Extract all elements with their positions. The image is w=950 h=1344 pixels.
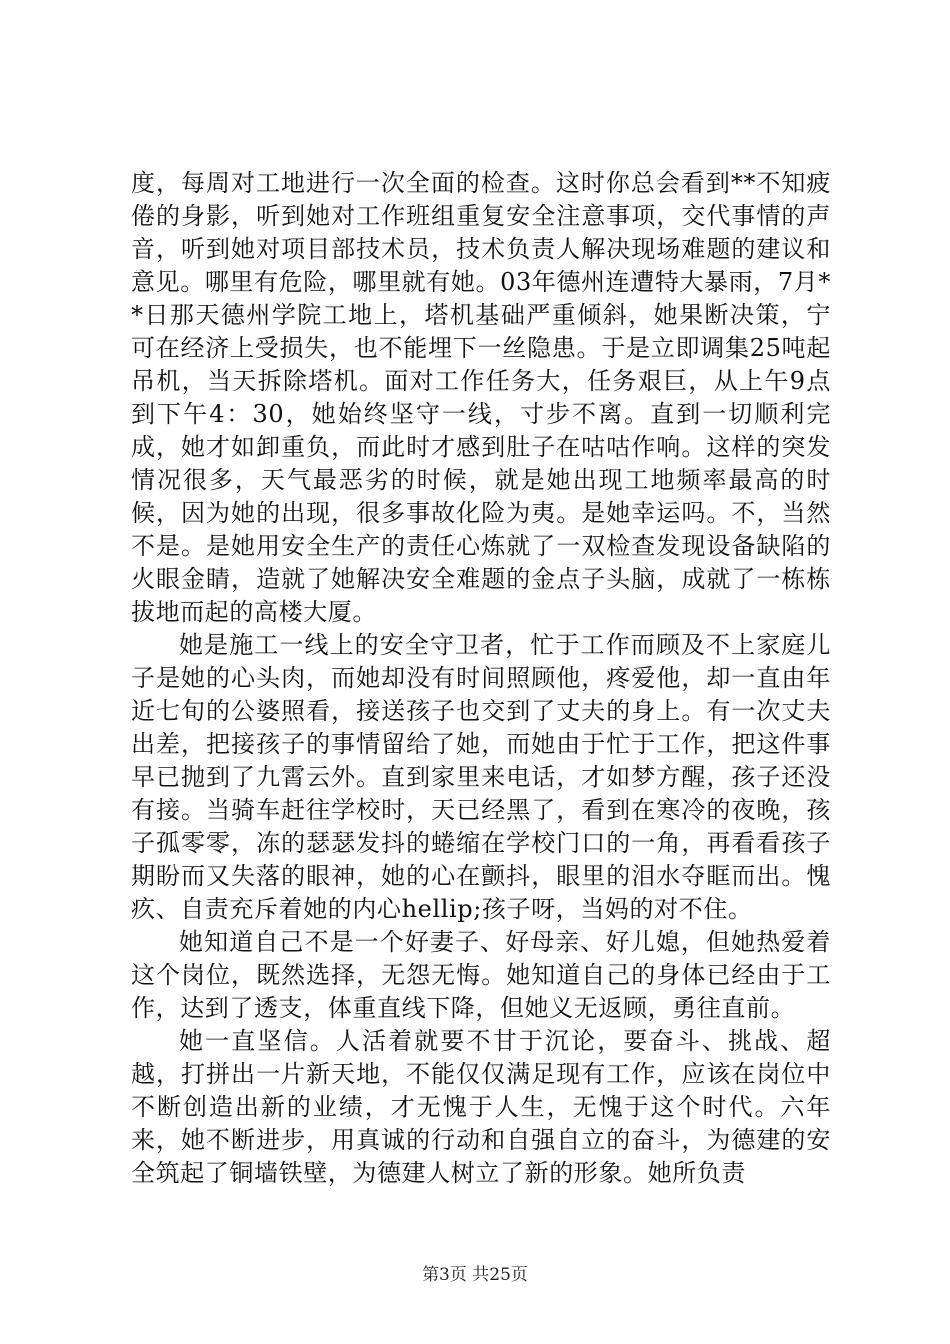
paragraph-1: 度，每周对工地进行一次全面的检查。这时你总会看到**不知疲倦的身影，听到她对工作班组重复安全注意事项，交代事情的声音，听到她对项目部技术员，技术负责人解决现场难题的建议和意见。哪里有危险，哪里就有她。03年德州连遭特大暴雨，7月**日那天德州学院工地上，塔机基础严重倾斜，她果断决策，宁可在经济上受损失，也不能埋下一丝隐患。于是立即调集25吨起吊机，当天拆除塔机。面对工作任务大，任务艰巨，从上午9点到下午4：30，她始终坚守一线，寸步不离。直到一切顺利完成，她才如卸重负，而此时才感到肚子在咕咕作响。这样的突发情况很多，天气最恶劣的时候，就是她出现工地频率最高的时候，因为她的出现，很多事故化险为夷。是她幸运吗。不，当然不是。是她用安全生产的责任心炼就了一双检查发现设备缺陷的火眼金睛，造就了她解决安全难题的金点子头脑，成就了一栋栋拔地而起的高楼大厦。 — [131, 169, 831, 626]
page-number-footer: 第3页 共25页 — [422, 1265, 528, 1285]
document-body — [131, 167, 831, 1190]
paragraph-2: 她是施工一线上的安全守卫者，忙于工作而顾及不上家庭儿子是她的心头肉，而她却没有时间照顾他，疼爱他，却一直由年近七旬的公婆照看，接送孩子也交到了丈夫的身上。有一次丈夫出差，把接孩子的事情留给了她，而她由于忙于工作，把这件事早已抛到了九霄云外。直到家里来电话，才如梦方醒，孩子还没有接。当骑车赶往学校时，天已经黑了，看到在寒冷的夜晚，孩子孤零零，冻的瑟瑟发抖的蜷缩在学校门口的一角，再看看孩子期盼而又失落的眼神，她的心在颤抖，眼里的泪水夺眶而出。愧疚、自责充斥着她的内心hellip;孩子呀，当妈的对不住。 — [131, 631, 831, 923]
paragraph-3: 她知道自己不是一个好妻子、好母亲、好儿媳，但她热爱着这个岗位，既然选择，无怨无悔。她知道自己的身体已经由于工作，达到了透支，体重直线下降，但她义无返顾，勇往直前。 — [131, 928, 831, 1022]
paragraph-4: 她一直坚信。人活着就要不甘于沉论，要奋斗、挑战、超越，打拼出一片新天地，不能仅仅满足现有工作，应该在岗位中不断创造出新的业绩，才无愧于人生，无愧于这个时代。六年来，她不断进步，用真诚的行动和自强自立的奋斗，为德建的安全筑起了铜墙铁壁，为德建人树立了新的形象。她所负责 — [131, 1027, 831, 1187]
